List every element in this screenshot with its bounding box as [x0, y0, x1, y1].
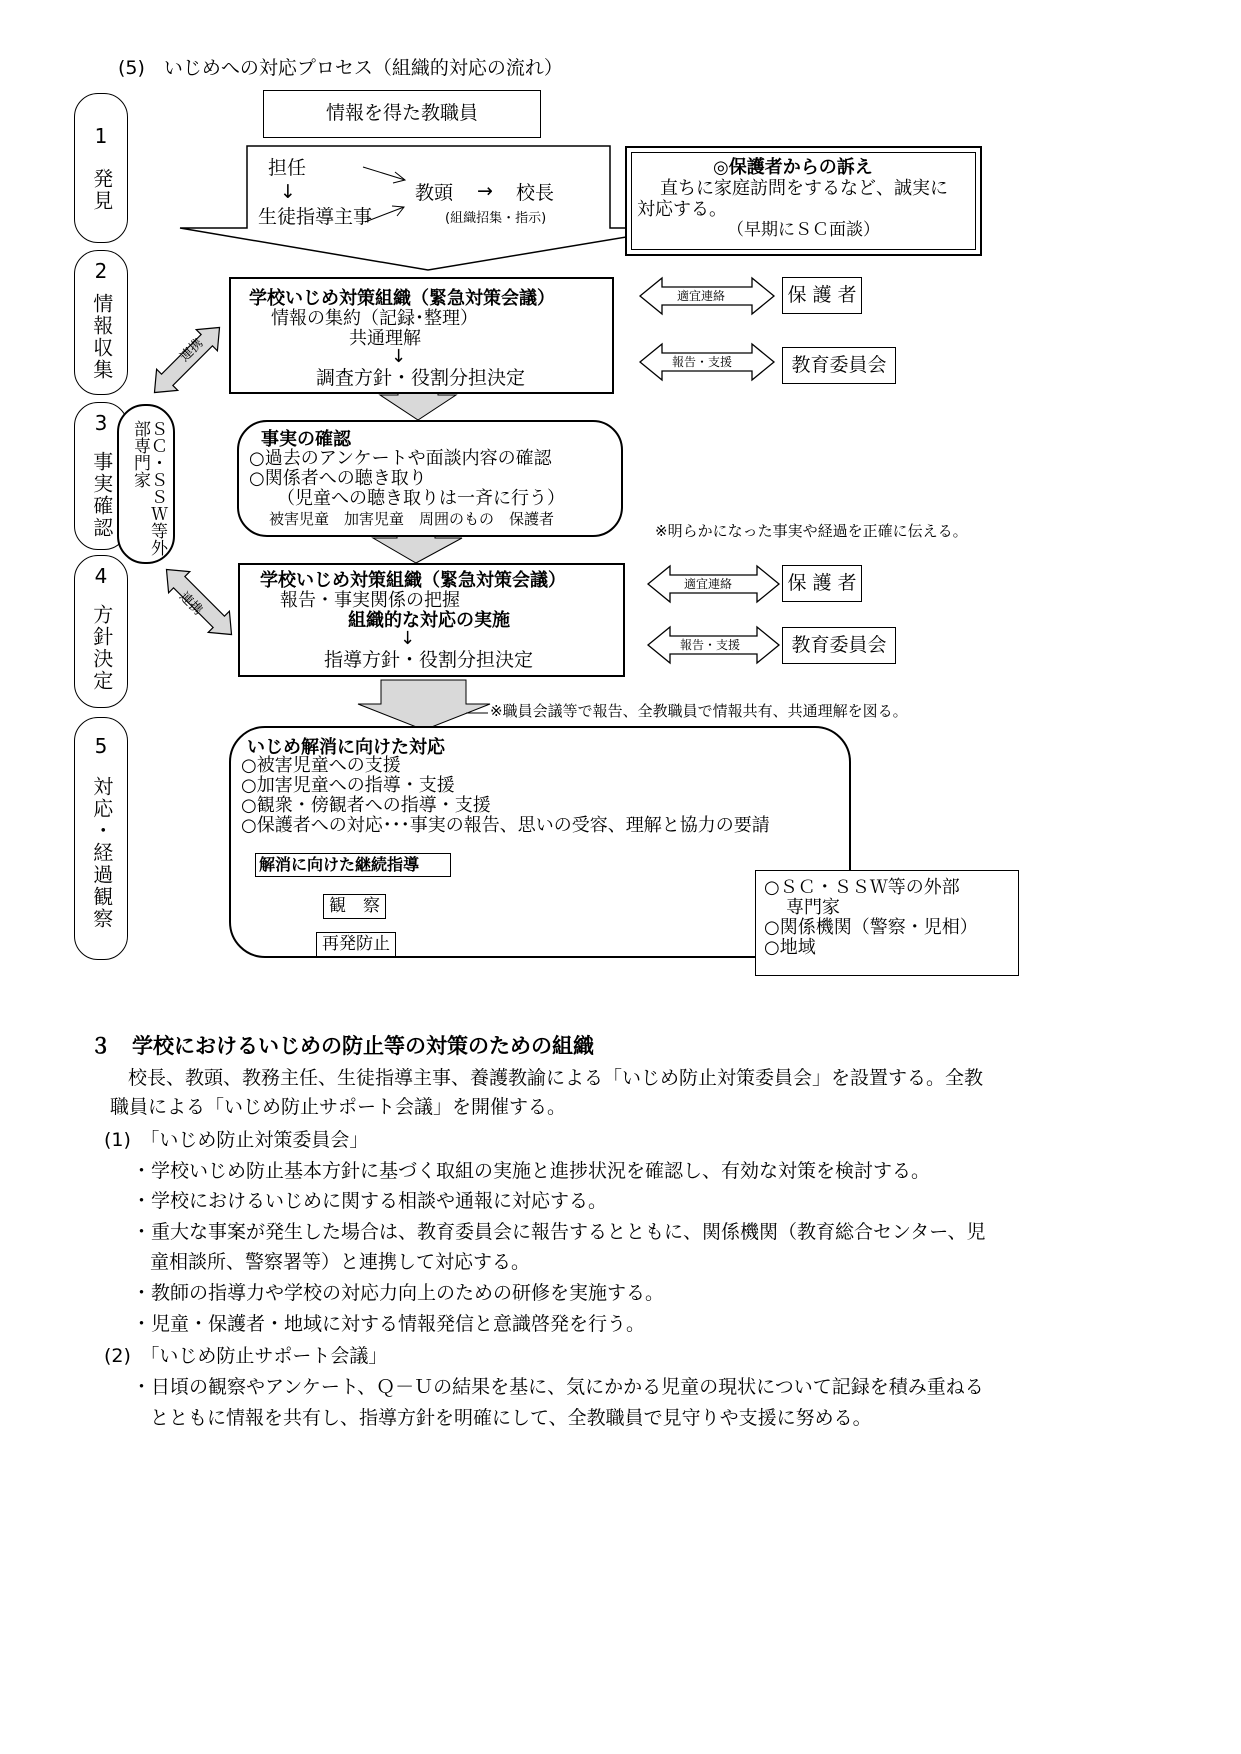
meeting1-line2: 共通理解 [349, 328, 421, 349]
section3-intro-line1: 校長、教頭、教務主任、生徒指導主事、養護教諭による「いじめ防止対策委員会」を設置する。全教 [128, 1067, 984, 1089]
experts-label: ＳＣ・ＳＳＷ等外部専門家 [130, 420, 167, 556]
informer-label: 情報を得た教職員 [325, 102, 478, 124]
resolution-title: いじめ解消に向けた対応 [247, 737, 445, 758]
link1-label: 適宜連絡 [677, 289, 726, 303]
parents1-label: 保 護 者 [787, 284, 857, 306]
parent-complaint-box [625, 146, 982, 256]
sub1-item: ・教師の指導力や学校の対応力向上のための研修を実施する。 [132, 1282, 665, 1304]
parents1-box [782, 277, 862, 314]
board1-label: 教育委員会 [791, 354, 887, 376]
meeting2-arrow: ↓ [400, 628, 416, 649]
down-arrow-text: ↓ [280, 181, 296, 203]
meeting1-line3: 調査方針・役割分担決定 [316, 367, 526, 389]
stage-number: 2 [94, 259, 108, 283]
note-staff: ※職員会議等で報告、全教職員で情報共有、共通理解を図る。 [490, 702, 908, 720]
meeting1-title: 学校いじめ対策組織（緊急対策会議） [249, 288, 555, 309]
experts-box [117, 404, 175, 564]
sub1-item-cont: 童相談所、警察署等）と連携して対応する。 [150, 1251, 531, 1273]
stage-label: 事実確認 [89, 450, 114, 539]
meeting1-arrow: ↓ [391, 346, 407, 367]
sub1-item: ・重大な事案が発生した場合は、教育委員会に報告するとともに、関係機関（教育総合センター、児 [132, 1221, 986, 1243]
resolution-line3: ○観衆・傍観者への指導・支援 [241, 795, 491, 816]
parents2-box [782, 565, 862, 602]
meeting2-line3: 指導方針・役割分担決定 [324, 649, 534, 671]
sub2-item-cont: とともに情報を共有し、指導方針を明確にして、全教職員で見守りや支援に努める。 [150, 1407, 872, 1429]
sub1-item: ・児童・保護者・地域に対する情報発信と意識啓発を行う。 [132, 1313, 646, 1335]
link2-label: 報告・支援 [672, 355, 733, 369]
link3-label: 適宜連絡 [684, 577, 733, 591]
sub1-item: ・学校におけるいじめに関する相談や通報に対応する。 [132, 1190, 608, 1212]
meeting2-title: 学校いじめ対策組織（緊急対策会議） [260, 570, 566, 591]
observe-box [323, 894, 386, 919]
resolution-line2: ○加害児童への指導・支援 [241, 775, 455, 796]
convene-note: (組織招集・指示) [445, 211, 547, 226]
sub1-item: ・学校いじめ防止基本方針に基づく取組の実施と進捗状況を確認し、有効な対策を検討する。 [132, 1160, 931, 1182]
parent-complaint-line3: （早期にＳＣ面談） [727, 220, 880, 240]
stage-number: 5 [94, 734, 108, 758]
down-arrow-2 [373, 533, 462, 563]
stage-label: 情報収集 [89, 292, 114, 381]
facts-box [237, 420, 623, 537]
section3-heading: ３ 学校におけるいじめの防止等の対策のための組織 [90, 1034, 594, 1058]
meeting1-line1: 情報の集約（記録･整理） [271, 308, 478, 329]
collab1-label: 連携 [177, 335, 207, 365]
board1-box [782, 347, 896, 384]
stage-label: 方針決定 [89, 603, 114, 692]
parent-complaint-title: ◎保護者からの訴え [713, 157, 873, 178]
meeting2-line1: 報告・事実関係の把握 [280, 590, 460, 611]
facts-line4: 被害児童 加害児童 周囲のもの 保護者 [269, 510, 555, 528]
meeting2-line2: 組織的な対応の実施 [348, 610, 510, 631]
sub2-title: (2) 「いじめ防止サポート会議」 [104, 1345, 388, 1367]
external-line4: ○地域 [764, 937, 816, 958]
sub1-title: (1) 「いじめ防止対策委員会」 [104, 1129, 369, 1151]
facts-line3: （児童への聴き取りは一斉に行う） [277, 488, 565, 509]
facts-title: 事実の確認 [261, 429, 351, 450]
arrow-right-text: → [477, 180, 493, 202]
external-line3: ○関係機関（警察・児相） [764, 917, 978, 938]
note-facts: ※明らかになった事実や経過を正確に伝える。 [655, 522, 968, 540]
board2-box [782, 627, 896, 664]
continuing-label: 解消に向けた継続指導 [259, 855, 420, 874]
sub2-item: ・日頃の観察やアンケート、Ｑ－Ｕの結果を基に、気にかかる児童の現状について記録を積み重ねる [132, 1376, 984, 1398]
stage-number: 4 [94, 564, 108, 588]
resolution-line1: ○被害児童への支援 [241, 755, 401, 776]
external-line2: 専門家 [786, 897, 840, 918]
stage-number: 1 [94, 124, 108, 148]
parent-complaint-line1: 直ちに家庭訪問をするなど、誠実に [660, 178, 948, 199]
vice-principal-label: 教頭 [415, 182, 454, 204]
observe-label: 観 察 [329, 896, 380, 916]
external-box [755, 870, 1019, 976]
prevent-label: 再発防止 [322, 934, 390, 954]
stage-label: 発見 [89, 167, 114, 212]
funnel-arrow [180, 146, 680, 270]
informer-box [263, 90, 541, 138]
board2-label: 教育委員会 [791, 634, 887, 656]
facts-line1: ○過去のアンケートや面談内容の確認 [249, 448, 552, 469]
collab2-label: 連携 [176, 589, 206, 619]
facts-line2: ○関係者への聴き取り [249, 468, 427, 489]
parent-complaint-line2: 対応する。 [637, 199, 727, 220]
homeroom-label: 担任 [268, 157, 307, 179]
external-line1: ○ＳＣ・ＳＳＷ等の外部 [764, 877, 960, 898]
section3-intro-line2: 職員による「いじめ防止サポート会議」を開催する。 [110, 1096, 567, 1118]
prevent-box [316, 932, 396, 957]
student-guidance-label: 生徒指導主事 [258, 206, 373, 228]
resolution-line4: ○保護者への対応･･･事実の報告、思いの受容、理解と協力の要請 [241, 815, 770, 836]
stage-label: 対応・経過観察 [89, 775, 114, 930]
section5-title: (5) いじめへの対応プロセス（組織的対応の流れ） [118, 57, 563, 79]
principal-label: 校長 [516, 182, 555, 204]
meeting1-box [229, 277, 614, 394]
down-arrow-3 [358, 680, 490, 730]
meeting2-box [238, 563, 625, 677]
stage-number: 3 [94, 411, 108, 435]
link4-label: 報告・支援 [680, 638, 741, 652]
down-arrow-1 [380, 392, 456, 420]
continuing-box [255, 853, 451, 877]
parents2-label: 保 護 者 [787, 572, 857, 594]
